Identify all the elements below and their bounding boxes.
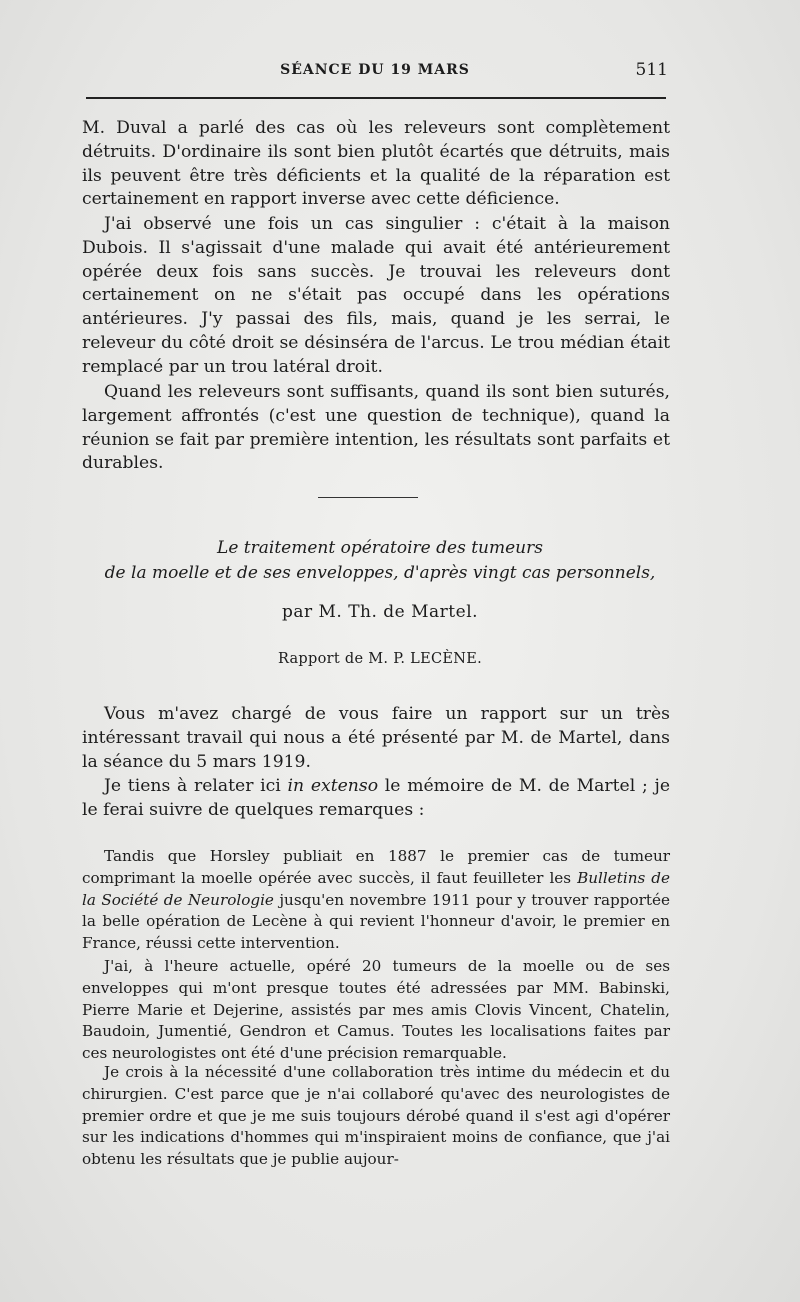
header-rule xyxy=(86,97,666,99)
extenso-em: in extenso xyxy=(287,776,379,796)
horsley-before: Tandis que Horsley publiait en 1887 le premier cas de tumeur comprimant la moelle opérée avec succès, il faut feuilleter les xyxy=(82,847,670,887)
memoir-paragraph-cases: J'ai, à l'heure actuelle, opéré 20 tumeurs de la moelle ou de ses enveloppes qui m'ont presque toutes été adressées par MM. Babinski, Pierre Marie et Dejerine, assistés par mes amis Clovis Vincent, Chatelin, Baudoin, Jumentié, Gendron et Camus. Toutes les localisations faites par ces neurologistes ont été d'une précision remarquable. xyxy=(82,957,670,1063)
paragraph-conclusion: Quand les releveurs sont suffisants, quand ils sont bien suturés, largement affrontés (c'est une question de technique), quand la réunion se fait par première intention, les résultats sont parfaits et durables. xyxy=(82,382,670,474)
page-number: 511 xyxy=(635,60,668,80)
report-paragraph-intro: Vous m'avez chargé de vous faire un rapport sur un très intéressant travail qui nous a été présenté par M. de Martel, dans la séance du 5 mars 1919. xyxy=(82,704,670,772)
horsley-after: jusqu'en novembre 1911 pour y trouver rapportée la belle opération de Lecène à qui revient l'honneur d'avoir, le premier en France, réussi cette intervention. xyxy=(82,890,670,953)
report-byline: Rapport de M. P. LECÈNE. xyxy=(277,651,483,667)
extenso-before: Je tiens à relater ici xyxy=(104,776,288,796)
article-author: par M. Th. de Martel. xyxy=(281,602,479,622)
section-separator xyxy=(318,497,418,498)
horsley-em: Bulletins de la Société de Neurologie xyxy=(82,868,670,909)
extenso-after: le mémoire de M. de Martel ; je le ferai suivre de quelques remarques : xyxy=(82,776,671,820)
article-title-line1: Le traitement opératoire des tumeurs xyxy=(217,538,543,558)
memoir-paragraph-horsley xyxy=(82,846,670,955)
report-paragraph-extenso xyxy=(82,775,670,823)
running-header xyxy=(80,58,670,88)
paragraph-observation: J'ai observé une fois un cas singulier : c'était à la maison Dubois. Il s'agissait d'une malade qui avait été antérieurement opérée deux fois sans succès. Je trouvai les releveurs dont certainement on ne s'était pas occupé dans les opérations antérieures. J'y passai des fils, mais, quand je les serrai, le releveur du côté droit se désinséra de l'arcus. Le trou médian était remplacé par un trou latéral droit. xyxy=(82,214,670,377)
article-title-line2: de la moelle et de ses enveloppes, d'après vingt cas personnels, xyxy=(104,563,656,583)
paragraph-duval: M. Duval a parlé des cas où les releveurs sont complètement détruits. D'ordinaire ils sont bien plutôt écartés que détruits, mais ils peuvent être très déficients et la qualité de la réparation est certainement en rapport inverse avec cette déficience. xyxy=(82,118,670,210)
header-title: SÉANCE DU 19 MARS xyxy=(280,62,470,78)
memoir-paragraph-collaboration: Je crois à la nécessité d'une collaboration très intime du médecin et du chirurgien. C'est parce que je n'ai collaboré qu'avec des neurologistes de premier ordre et que je me suis toujours dérobé quand il s'est agi d'opérer sur les indications d'hommes qui m'inspiraient moins de confiance, que j'ai obtenu les résultats que je publie aujour- xyxy=(82,1063,670,1169)
